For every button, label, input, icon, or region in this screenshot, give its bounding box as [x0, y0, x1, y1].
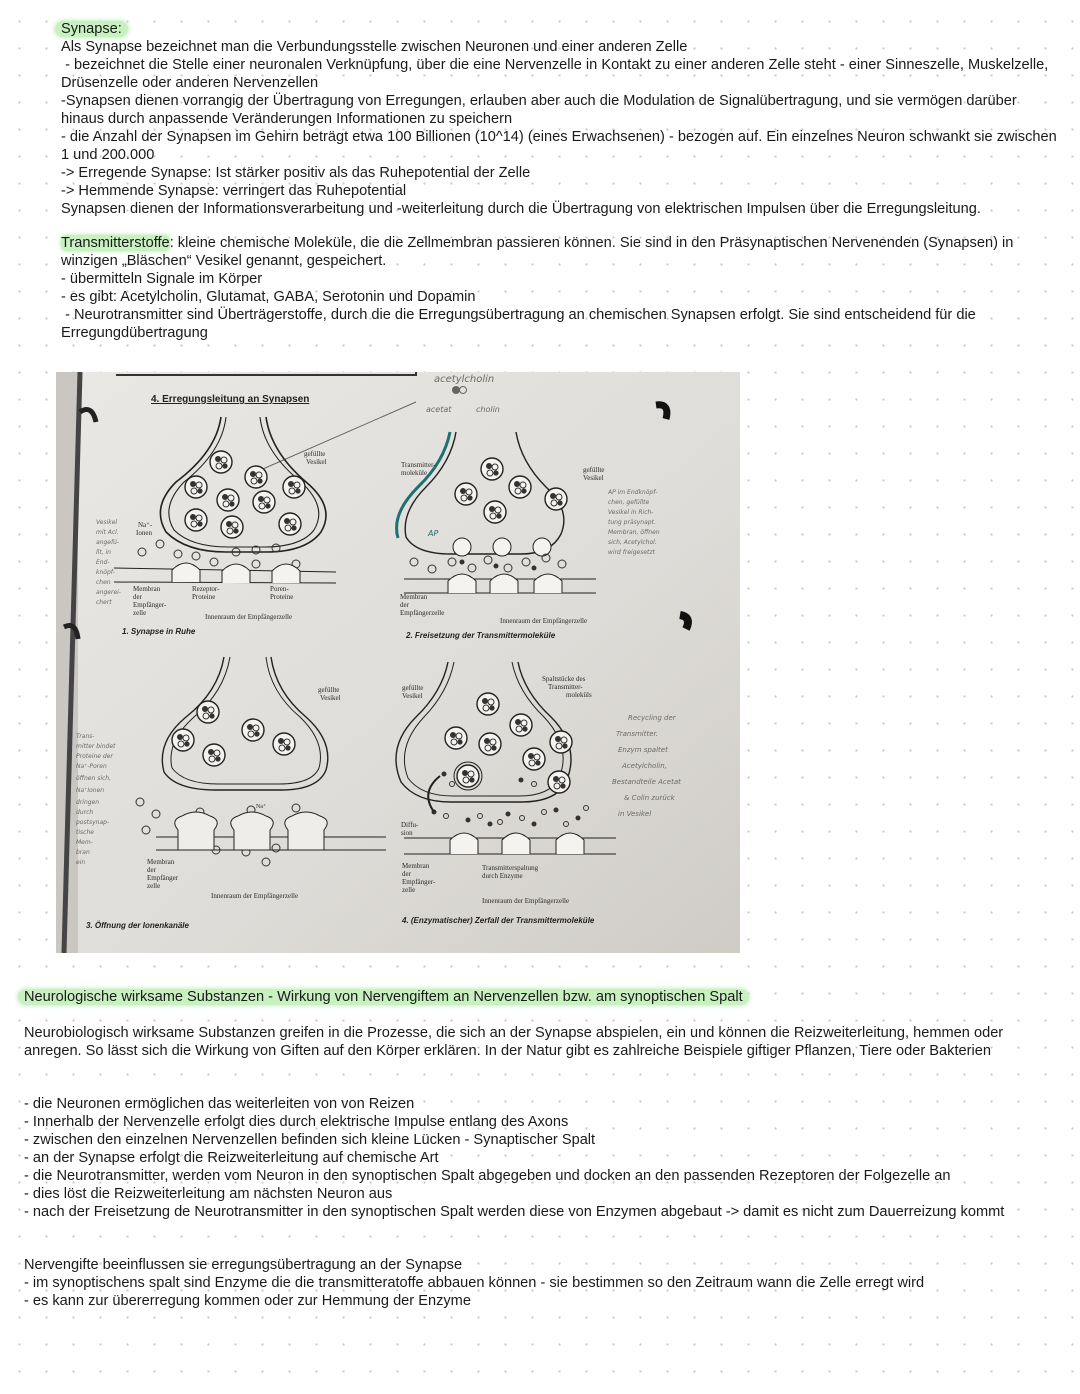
transmitter-section	[61, 234, 1051, 342]
svg-text:chen, gefüllte: chen, gefüllte	[608, 499, 650, 506]
svg-text:zelle: zelle	[402, 886, 416, 894]
handwritten-acetylcholin: acetylcholin	[434, 374, 495, 385]
svg-text:Innenraum der Empfängerzelle: Innenraum der Empfängerzelle	[205, 613, 293, 621]
svg-text:Na⁺: Na⁺	[256, 804, 267, 810]
neuro-line: - nach der Freisetzung de Neurotransmitter in den synoptischen Spalt werden diese von Enzymen abgebaut -> damit es nicht zum Dauerreizung kommt	[24, 1204, 1005, 1220]
svg-text:Proteine: Proteine	[270, 593, 294, 601]
synapse-line: Synapsen dienen der Informationsverarbeitung und -weiterleitung durch die Übertragung von elektrischen Impulsen über die Erregungsleitung.	[61, 201, 981, 217]
svg-text:Poren-: Poren-	[270, 585, 289, 593]
svg-text:Na⁺-Poren: Na⁺-Poren	[76, 763, 107, 770]
svg-text:Bestandteile Acetat: Bestandteile Acetat	[612, 778, 681, 786]
svg-text:der: der	[133, 593, 142, 601]
svg-text:gefüllte: gefüllte	[402, 684, 424, 692]
svg-text:Membran: Membran	[133, 585, 161, 593]
svg-text:Innenraum der Empfängerzelle: Innenraum der Empfängerzelle	[482, 897, 570, 905]
svg-text:Transmitter-: Transmitter-	[401, 461, 436, 469]
svg-text:Na⁺-: Na⁺-	[138, 521, 153, 529]
synapse-section	[61, 20, 1061, 218]
svg-text:dringen: dringen	[76, 799, 100, 806]
svg-text:chen: chen	[96, 579, 111, 586]
svg-text:Membran: Membran	[147, 858, 175, 866]
neuro-heading: Neurologische wirksame Substanzen - Wirkung von Nervengiftem an Nervenzellen bzw. am synoptischen Spalt	[18, 989, 749, 1005]
panel-1-caption: 1. Synapse in Ruhe	[122, 627, 196, 636]
transmitter-line: - übermitteln Signale im Körper	[61, 271, 263, 287]
handwritten-cholin: cholin	[476, 405, 500, 414]
toxin-line: Nervengifte beeinflussen sie erregungsübertragung an der Synapse	[24, 1257, 463, 1273]
svg-text:Vesikel: Vesikel	[96, 519, 118, 526]
svg-text:Transmitter.: Transmitter.	[616, 730, 659, 738]
svg-text:AP im Endknöpf-: AP im Endknöpf-	[608, 489, 658, 496]
transmitter-line: - es gibt: Acetylcholin, Glutamat, GABA, Serotonin und Dopamin	[61, 289, 476, 305]
svg-text:gefüllte: gefüllte	[583, 466, 605, 474]
panel-4-caption: 4. (Enzymatischer) Zerfall der Transmittermoleküle	[402, 916, 595, 925]
svg-text:wird freigesetzt: wird freigesetzt	[608, 549, 655, 556]
synapse-line: Als Synapse bezeichnet man die Verbundungsstelle zwischen Neuronen und einer anderen Zelle	[61, 39, 688, 55]
neuro-list	[24, 1095, 1064, 1221]
svg-text:Acetylcholin,: Acetylcholin,	[622, 762, 667, 770]
svg-text:bran: bran	[76, 849, 90, 856]
neuro-line: - zwischen den einzelnen Nervenzellen befinden sich kleine Lücken - Synaptischer Spalt	[24, 1132, 596, 1148]
svg-text:Innenraum der Empfängerzelle: Innenraum der Empfängerzelle	[211, 892, 299, 900]
synapse-line: - bezeichnet die Stelle einer neuronalen Verknüpfung, über die eine Nervenzelle in Kontakt zu einer anderen Zelle steht - einer Sinneszelle, Muskelzelle, Drüsenzelle oder anderen Nervenzellen	[61, 57, 1053, 91]
neuro-intro: Neurobiologisch wirksame Substanzen greifen in die Prozesse, die sich an der Synapse abspielen, ein und können die Reizweiterleitung, hemmen oder anregen. So lässt sich die Wirkung von Giften auf den Körper erklären. In der Natur gibt es zahlreiche Beispiele giftiger Pflanzen, Tiere oder Bakterien	[24, 1025, 1008, 1059]
neuro-line: - an der Synapse erfolgt die Reizweiterleitung auf chemische Art	[24, 1150, 439, 1166]
svg-text:Ionen: Ionen	[136, 529, 152, 537]
svg-text:tung präsynapt.: tung präsynapt.	[608, 519, 656, 526]
svg-text:moleküls: moleküls	[566, 691, 592, 699]
synapse-line: -Synapsen dienen vorrangig der Übertragung von Erregungen, erlauben aber auch die Modulation de Signalübertragung, und sie vermögen darüber hinaus durch anpassende Veränderungen Informationen zu speichern	[61, 93, 1021, 127]
svg-text:Na⁺Ionen: Na⁺Ionen	[76, 787, 105, 794]
svg-text:Spaltstücke des: Spaltstücke des	[542, 675, 586, 683]
neuro-section-heading-block	[24, 988, 1064, 1006]
svg-text:AP: AP	[428, 529, 439, 538]
synapse-heading: Synapse:	[55, 21, 128, 37]
svg-text:Vesikel: Vesikel	[306, 458, 327, 466]
svg-text:Membran: Membran	[400, 593, 428, 601]
svg-text:Membran, öffnen: Membran, öffnen	[608, 529, 660, 536]
svg-text:mit Acl.: mit Acl.	[96, 529, 119, 536]
toxin-line: - im synoptischens spalt sind Enzyme die die transmitteratoffe abbauen können - sie bestimmen so den Zeitraum wann die Zelle erregt wird	[24, 1275, 925, 1291]
svg-text:der: der	[402, 870, 411, 878]
transmitter-intro: : kleine chemische Moleküle, die die Zellmembran passieren können. Sie sind in den Präsynaptischen Nervenenden (Synapsen) in winzigen „Bläschen“ Vesikel genannt, gespeichert.	[61, 235, 1018, 269]
svg-text:Proteine der: Proteine der	[76, 753, 113, 760]
svg-text:zelle: zelle	[147, 882, 161, 890]
svg-text:Enzym spaltet: Enzym spaltet	[618, 746, 668, 754]
svg-text:in Vesikel: in Vesikel	[618, 810, 652, 818]
svg-text:durch: durch	[76, 809, 94, 816]
svg-text:zelle: zelle	[133, 609, 147, 617]
panel-3-caption: 3. Öffnung der Ionenkanäle	[86, 921, 189, 930]
svg-text:Vesikel: Vesikel	[320, 694, 341, 702]
svg-text:der: der	[400, 601, 409, 609]
svg-text:durch Enzyme: durch Enzyme	[482, 872, 523, 880]
svg-text:chert: chert	[96, 599, 112, 606]
svg-text:angerei-: angerei-	[96, 589, 121, 596]
svg-text:sich, Acetylchol.: sich, Acetylchol.	[608, 539, 657, 546]
svg-text:Vesikel in Rich-: Vesikel in Rich-	[608, 509, 654, 516]
svg-text:Transmitter-: Transmitter-	[548, 683, 583, 691]
svg-text:mitter bindet: mitter bindet	[76, 743, 116, 750]
diagram-title: 4. Erregungsleitung an Synapsen	[151, 394, 310, 405]
toxin-section	[24, 1256, 1064, 1310]
panel-2-caption: 2. Freisetzung der Transmittermoleküle	[406, 631, 556, 640]
svg-text:Trans-: Trans-	[76, 733, 95, 740]
svg-text:öffnen sich,: öffnen sich,	[76, 775, 112, 782]
svg-text:Empfänger-: Empfänger-	[133, 601, 167, 609]
svg-text:Transmitterspaltung: Transmitterspaltung	[482, 864, 539, 872]
handwritten-acetat: acetat	[426, 405, 452, 414]
svg-text:& Colin zurück: & Colin zurück	[624, 794, 675, 802]
transmitter-heading: Transmitterstoffe	[61, 235, 170, 251]
svg-text:Innenraum der Empfängerzelle: Innenraum der Empfängerzelle	[500, 617, 588, 625]
svg-text:Membran: Membran	[402, 862, 430, 870]
svg-text:Empfänger-: Empfänger-	[402, 878, 436, 886]
svg-text:End-: End-	[96, 559, 110, 566]
svg-text:Empfänger: Empfänger	[147, 874, 179, 882]
svg-text:llt, in: llt, in	[96, 549, 111, 556]
svg-text:Diffu-: Diffu-	[401, 821, 419, 829]
svg-text:Empfängerzelle: Empfängerzelle	[400, 609, 445, 617]
synapse-diagram-photo	[56, 372, 740, 953]
neuro-intro-block	[24, 1024, 1054, 1060]
synapse-line: -> Hemmende Synapse: verringert das Ruhepotential	[61, 183, 407, 199]
transmitter-line: - Neurotransmitter sind Überträgerstoffe, durch die die Erregungsübertragung an chemischen Synapsen erfolgt. Sie sind entscheidend für die Erregungdübertragung	[61, 307, 980, 341]
svg-text:Mem-: Mem-	[76, 839, 93, 846]
toxin-line: - es kann zur übererregung kommen oder zur Hemmung der Enzyme	[24, 1293, 471, 1309]
svg-text:Vesikel: Vesikel	[583, 474, 604, 482]
svg-text:Vesikel: Vesikel	[402, 692, 423, 700]
svg-text:Proteine: Proteine	[192, 593, 216, 601]
svg-text:ein: ein	[76, 859, 86, 866]
svg-text:gefüllte: gefüllte	[318, 686, 340, 694]
svg-text:sion: sion	[401, 829, 413, 837]
neuro-line: - die Neurotransmitter, werden vom Neuron in den synoptischen Spalt abgegeben und docken an den passenden Rezeptoren der Folgezelle an	[24, 1168, 951, 1184]
neuro-line: - die Neuronen ermöglichen das weiterleiten von von Reizen	[24, 1096, 415, 1112]
svg-text:postsynap-: postsynap-	[76, 819, 110, 826]
svg-text:moleküle: moleküle	[401, 469, 428, 477]
synapse-line: -> Erregende Synapse: Ist stärker positiv als das Ruhepotential der Zelle	[61, 165, 531, 181]
neuro-line: - dies löst die Reizweiterleitung am nächsten Neuron aus	[24, 1186, 393, 1202]
svg-text:gefüllte: gefüllte	[304, 450, 326, 458]
svg-text:knöpf-: knöpf-	[96, 569, 115, 576]
svg-text:Rezeptor-: Rezeptor-	[192, 585, 220, 593]
svg-text:angefü-: angefü-	[96, 539, 120, 546]
synapse-line: - die Anzahl der Synapsen im Gehirn beträgt etwa 100 Billionen (10^14) (eines Erwachsenen) - bezogen auf. Ein einzelnes Neuron schwankt sie zwischen 1 und 200.000	[61, 129, 1061, 163]
svg-text:tische: tische	[76, 829, 94, 836]
svg-text:der: der	[147, 866, 156, 874]
svg-text:Recycling der: Recycling der	[628, 714, 676, 722]
neuro-line: - Innerhalb der Nervenzelle erfolgt dies durch elektrische Impulse entlang des Axons	[24, 1114, 569, 1130]
